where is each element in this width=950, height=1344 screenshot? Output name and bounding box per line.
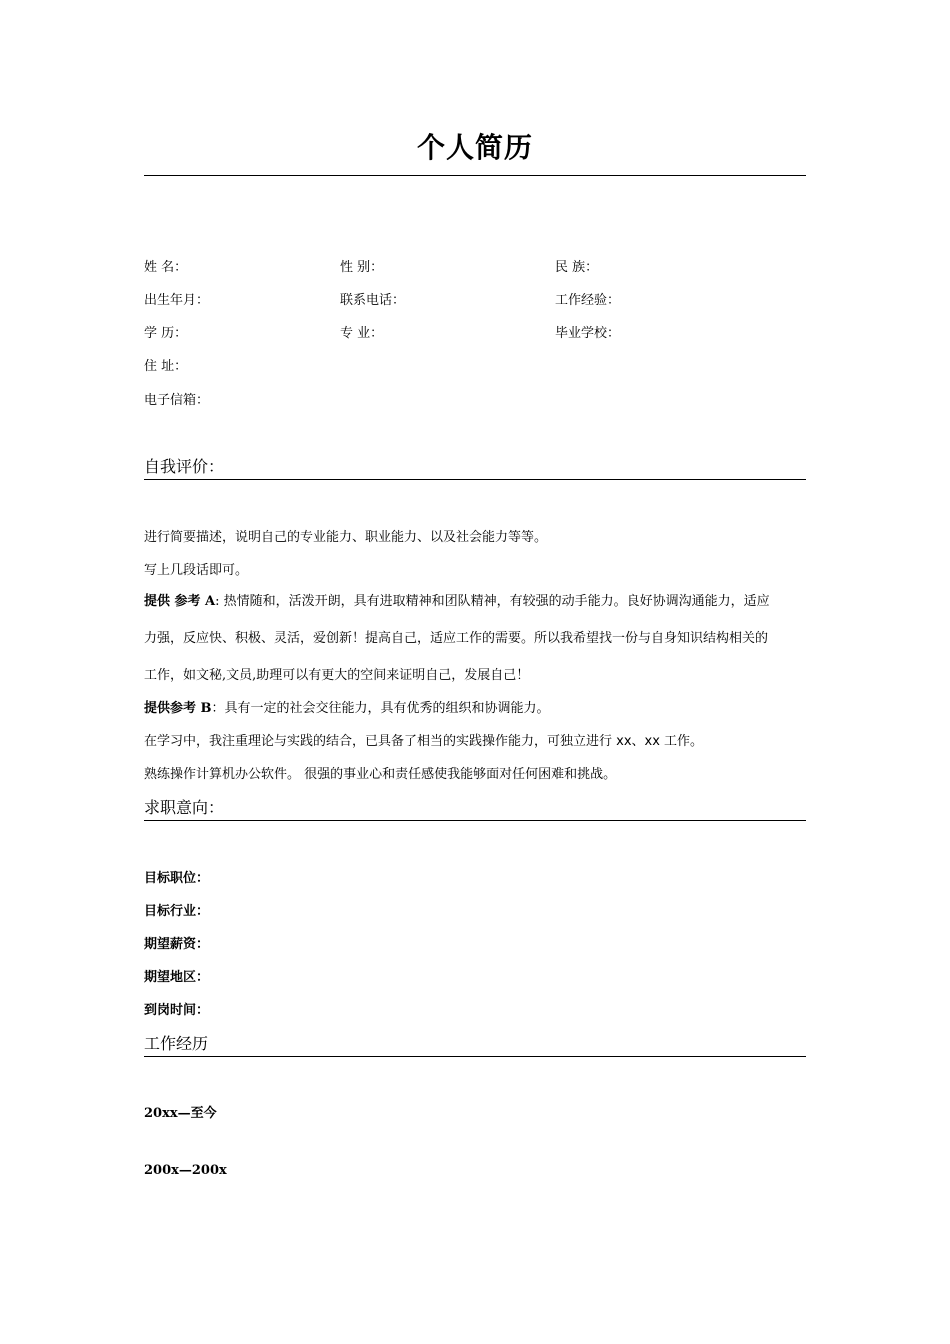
study-line (144, 732, 806, 752)
info-row (144, 291, 806, 311)
reference-a-label: 提供 参考 A (144, 594, 216, 609)
reference-a-line (144, 592, 806, 612)
info-row (144, 324, 806, 344)
reference-b-label: 提供参考 B (144, 701, 212, 716)
school-label: 毕业学校： (555, 326, 621, 341)
info-row (144, 391, 806, 411)
work-heading: 工作经历 (144, 1033, 806, 1057)
phone-label: 联系电话： (340, 293, 406, 308)
major-label: 专 业： (340, 326, 384, 341)
study-placeholder: xx、xx (616, 734, 660, 749)
reference-b-line (144, 699, 806, 719)
work-period: 200x—200x (144, 1163, 227, 1178)
ethnicity-label: 民 族： (555, 260, 599, 275)
reference-a-line: 工作，如文秘,文员,助理可以有更大的空间来证明自己，发展自己！ (144, 668, 530, 683)
email-label: 电子信箱： (144, 393, 210, 408)
self-eval-line: 写上几段话即可。 (144, 563, 249, 578)
title-divider (144, 175, 806, 176)
self-eval-line: 进行简要描述，说明自己的专业能力、职业能力、以及社会能力等等。 (144, 530, 548, 545)
gender-label: 性 别： (340, 260, 384, 275)
job-intent-heading: 求职意向： (144, 797, 806, 821)
experience-label: 工作经验： (555, 293, 621, 308)
study-text: 在学习中，我注重理论与实践的结合，已具备了相当的实践操作能力，可独立进行 (144, 734, 617, 749)
reference-b-text: ：具有一定的社会交往能力，具有优秀的组织和协调能力。 (211, 701, 550, 716)
expected-salary-label: 期望薪资： (144, 937, 210, 952)
page-title: 个人简历 (416, 131, 533, 164)
info-row (144, 258, 806, 278)
reference-a-text: : 热情随和，活泼开朗，具有进取精神和团队精神，有较强的动手能力。良好协调沟通能力，适应 (215, 594, 770, 609)
name-label: 姓 名： (144, 260, 188, 275)
start-date-label: 到岗时间： (144, 1003, 210, 1018)
study-text-end: 工作。 (659, 734, 704, 749)
target-position-label: 目标职位： (144, 871, 210, 886)
self-eval-heading: 自我评价： (144, 456, 806, 480)
skills-line: 熟练操作计算机办公软件。 很强的事业心和责任感使我能够面对任何困难和挑战。 (144, 767, 617, 782)
education-label: 学 历： (144, 326, 188, 341)
target-industry-label: 目标行业： (144, 904, 210, 919)
info-row (144, 357, 806, 377)
expected-region-label: 期望地区： (144, 970, 210, 985)
birth-label: 出生年月： (144, 293, 210, 308)
reference-a-line: 力强，反应快、积极、灵活，爱创新！提高自己，适应工作的需要。所以我希望找一份与自身知识结构相关的 (144, 631, 769, 646)
address-label: 住 址： (144, 359, 188, 374)
work-period: 20xx—至今 (144, 1106, 217, 1121)
